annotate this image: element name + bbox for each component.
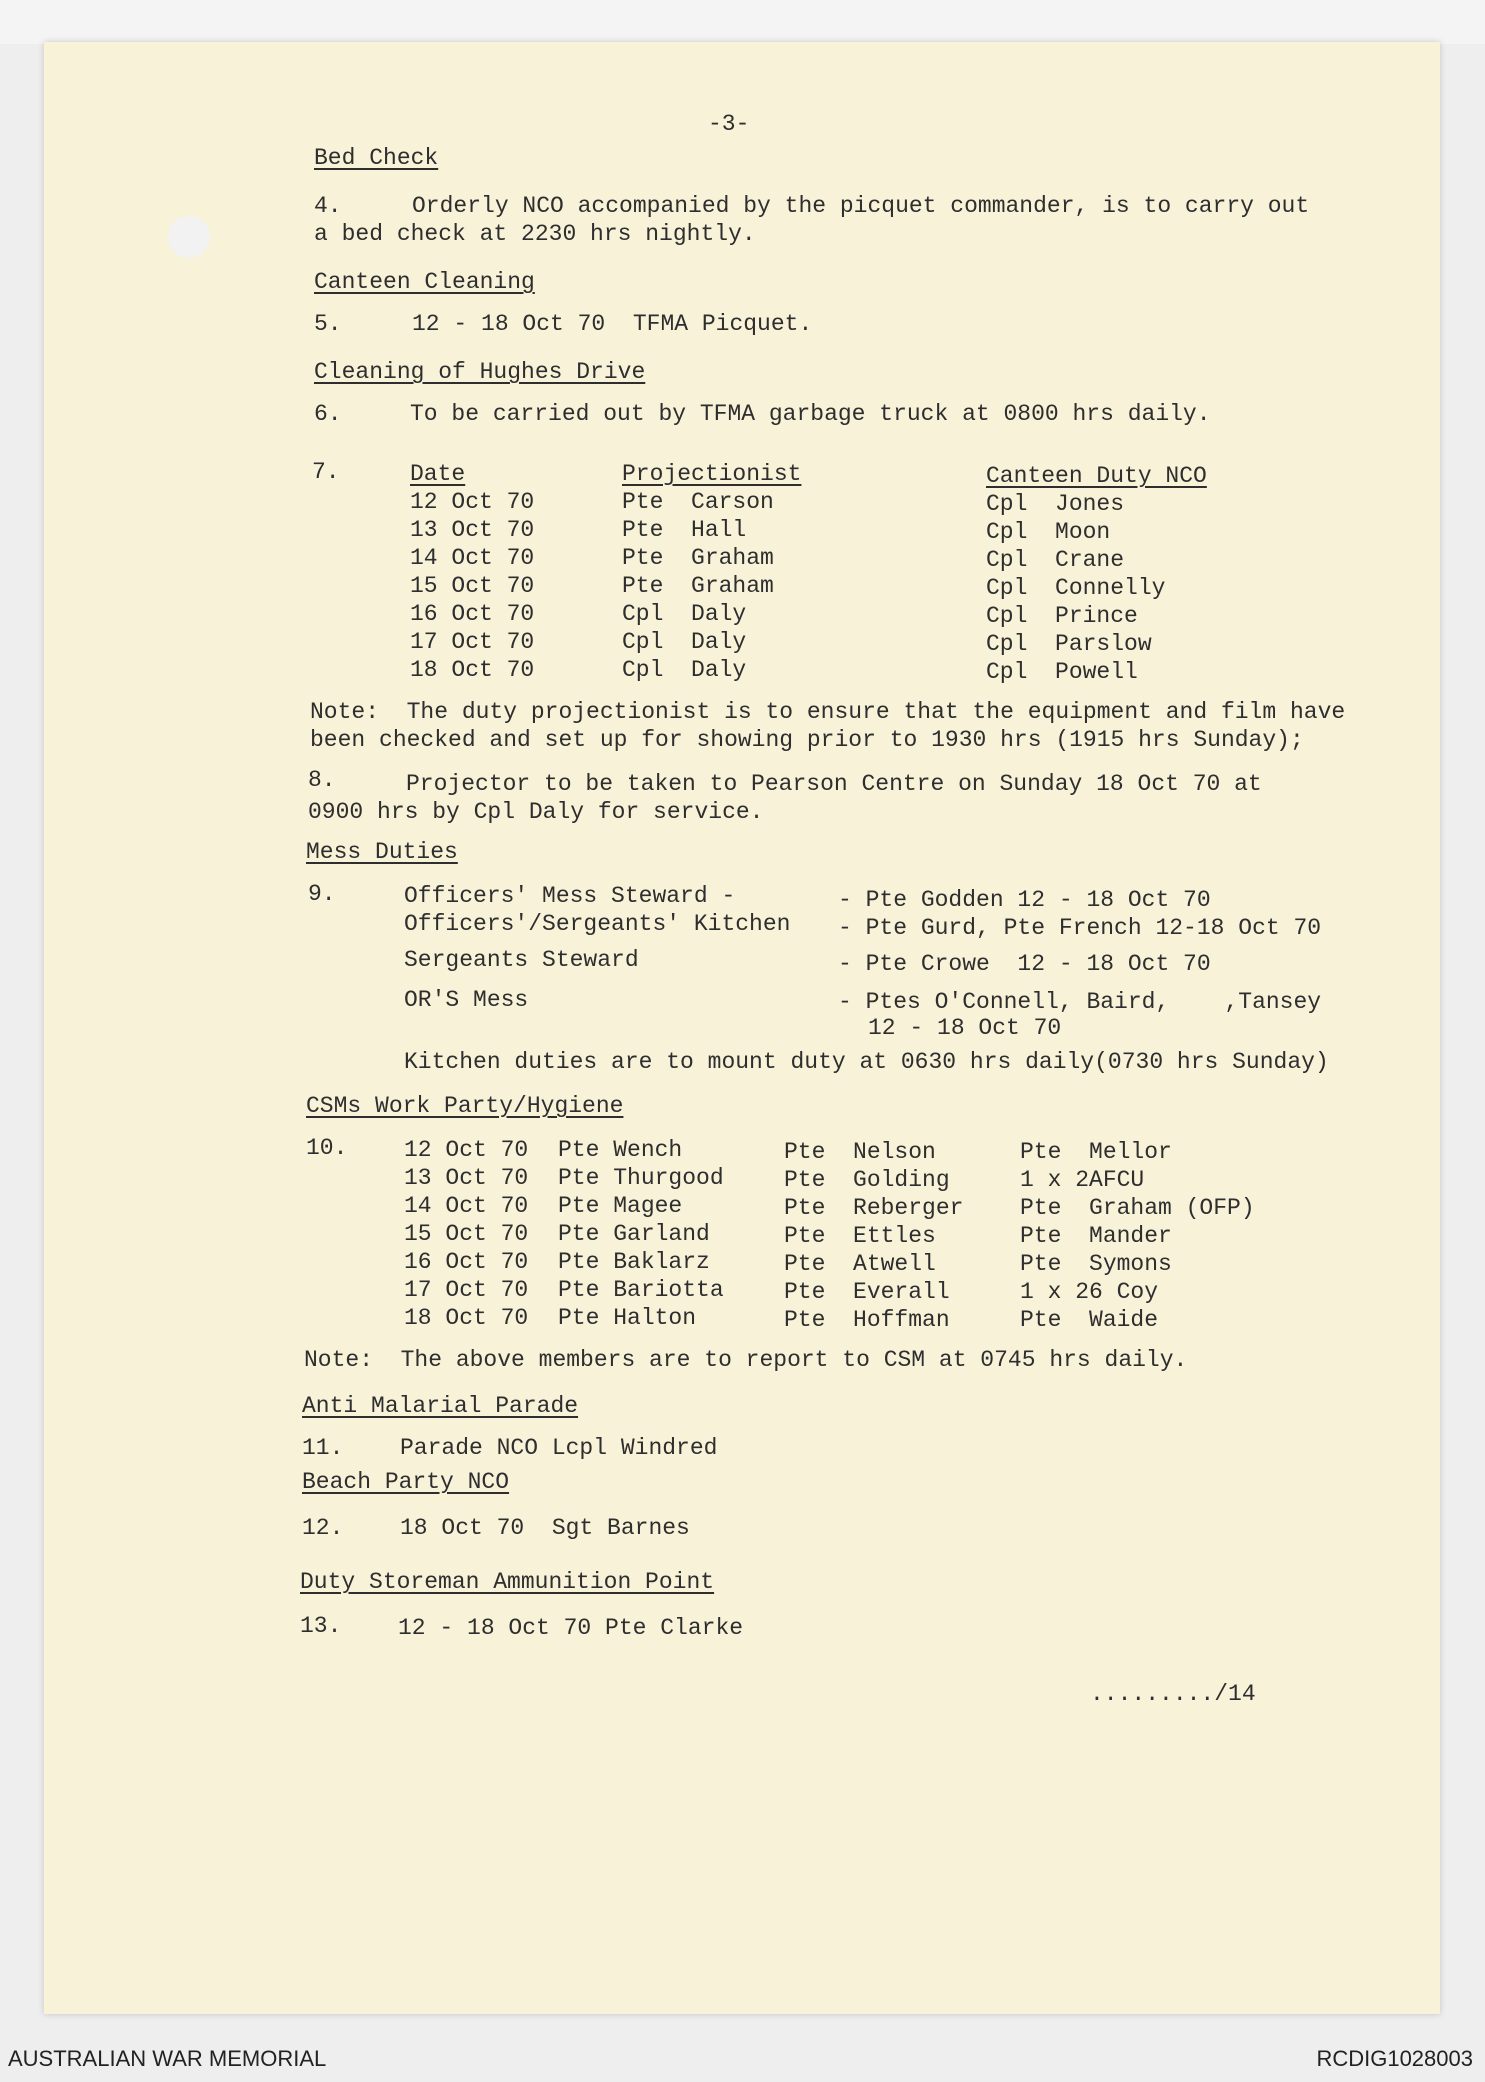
bed-check-line1: Orderly NCO accompanied by the picquet commander, is to carry out — [412, 193, 1310, 219]
csm-row-date: 17 Oct 70 — [404, 1277, 529, 1303]
projector-line1: Projector to be taken to Pearson Centre on Sunday 18 Oct 70 at — [406, 771, 1262, 797]
roster-row-canteen-nco: Cpl Prince — [986, 603, 1138, 629]
footer-record-id: RCDIG1028003 — [1316, 2046, 1473, 2071]
item-number-12: 12. — [302, 1515, 344, 1541]
mess-duty-assignee: - Pte Godden 12 - 18 Oct 70 — [838, 887, 1211, 913]
projector-line2: 0900 hrs by Cpl Daly for service. — [308, 799, 764, 825]
heading-hughes-drive: Cleaning of Hughes Drive — [314, 359, 646, 385]
punch-hole — [168, 216, 210, 258]
csm-row-member: Pte Everall — [784, 1279, 950, 1305]
csm-row-date: 15 Oct 70 — [404, 1221, 529, 1247]
roster-row-date: 14 Oct 70 — [410, 545, 535, 571]
heading-beach-party: Beach Party NCO — [302, 1469, 510, 1495]
beach-party-text: 18 Oct 70 Sgt Barnes — [400, 1515, 690, 1541]
mess-duty-role: Officers' Mess Steward - — [404, 883, 736, 909]
heading-bed-check: Bed Check — [314, 145, 439, 171]
roster-row-canteen-nco: Cpl Powell — [986, 659, 1138, 685]
roster-row-canteen-nco: Cpl Connelly — [986, 575, 1166, 601]
item-number-9: 9. — [308, 881, 336, 907]
csm-row-member: Pte Mander — [1020, 1223, 1172, 1249]
bed-check-line2: a bed check at 2230 hrs nightly. — [314, 221, 756, 247]
heading-anti-malarial: Anti Malarial Parade — [302, 1393, 579, 1419]
heading-mess-duties: Mess Duties — [306, 839, 458, 865]
heading-csm-work-party: CSMs Work Party/Hygiene — [306, 1093, 624, 1119]
mess-duty-assignee: - Ptes O'Connell, Baird, ,Tansey — [838, 989, 1322, 1015]
item-number-6: 6. — [314, 401, 342, 427]
csm-row-member: Pte Reberger — [784, 1195, 964, 1221]
csm-row-member: Pte Waide — [1020, 1307, 1159, 1333]
csm-row-member: Pte Hoffman — [784, 1307, 950, 1333]
roster-row-date: 13 Oct 70 — [410, 517, 535, 543]
csm-row-member: Pte Garland — [558, 1221, 710, 1247]
document-page — [44, 42, 1440, 2014]
roster-row-date: 17 Oct 70 — [410, 629, 535, 655]
item-number-7: 7. — [312, 459, 340, 485]
csm-row-date: 12 Oct 70 — [404, 1137, 529, 1163]
csm-row-date: 14 Oct 70 — [404, 1193, 529, 1219]
mess-duty-assignee: - Pte Crowe 12 - 18 Oct 70 — [838, 951, 1211, 977]
csm-row-member: Pte Bariotta — [558, 1277, 724, 1303]
csm-report-note: Note: The above members are to report to CSM at 0745 hrs daily. — [304, 1347, 1188, 1373]
projectionist-note-line1: Note: The duty projectionist is to ensure that the equipment and film have — [310, 699, 1346, 725]
roster-row-date: 16 Oct 70 — [410, 601, 535, 627]
csm-row-member: Pte Golding — [784, 1167, 950, 1193]
roster-row-projectionist: Pte Graham — [622, 545, 774, 571]
item-number-4: 4. — [314, 193, 342, 219]
heading-duty-storeman: Duty Storeman Ammunition Point — [300, 1569, 715, 1595]
mess-duty-role: Officers'/Sergeants' Kitchen — [404, 911, 791, 937]
storeman-text: 12 - 18 Oct 70 Pte Clarke — [398, 1615, 744, 1641]
roster-row-canteen-nco: Cpl Jones — [986, 491, 1125, 517]
csm-row-member: 1 x 26 Coy — [1020, 1279, 1159, 1305]
top-margin-bar — [0, 0, 1485, 44]
roster-row-projectionist: Pte Graham — [622, 573, 774, 599]
csm-row-member: Pte Baklarz — [558, 1249, 710, 1275]
roster-row-projectionist: Pte Carson — [622, 489, 774, 515]
csm-row-date: 13 Oct 70 — [404, 1165, 529, 1191]
roster-header-date: Date — [410, 461, 466, 487]
item-number-11: 11. — [302, 1435, 344, 1461]
csm-row-member: Pte Ettles — [784, 1223, 936, 1249]
csm-row-member: Pte Symons — [1020, 1251, 1172, 1277]
csm-row-date: 16 Oct 70 — [404, 1249, 529, 1275]
page-number: -3- — [708, 111, 750, 137]
mess-duty-role: Sergeants Steward — [404, 947, 639, 973]
roster-row-date: 15 Oct 70 — [410, 573, 535, 599]
item-number-5: 5. — [314, 311, 342, 337]
roster-header-projectionist: Projectionist — [622, 461, 802, 487]
roster-row-date: 12 Oct 70 — [410, 489, 535, 515]
csm-row-member: Pte Magee — [558, 1193, 683, 1219]
or-mess-dates: 12 - 18 Oct 70 — [868, 1015, 1062, 1041]
csm-row-member: Pte Wench — [558, 1137, 683, 1163]
canteen-cleaning-text: 12 - 18 Oct 70 TFMA Picquet. — [412, 311, 813, 337]
roster-row-canteen-nco: Cpl Moon — [986, 519, 1111, 545]
heading-canteen-cleaning: Canteen Cleaning — [314, 269, 535, 295]
csm-row-member: Pte Halton — [558, 1305, 697, 1331]
csm-row-member: Pte Thurgood — [558, 1165, 724, 1191]
roster-row-canteen-nco: Cpl Crane — [986, 547, 1125, 573]
roster-row-projectionist: Pte Hall — [622, 517, 747, 543]
roster-row-canteen-nco: Cpl Parslow — [986, 631, 1152, 657]
roster-row-projectionist: Cpl Daly — [622, 657, 747, 683]
csm-row-date: 18 Oct 70 — [404, 1305, 529, 1331]
mess-duty-assignee: - Pte Gurd, Pte French 12-18 Oct 70 — [838, 915, 1322, 941]
roster-row-projectionist: Cpl Daly — [622, 629, 747, 655]
continuation-marker: ........./14 — [1090, 1681, 1256, 1707]
mess-duty-role: OR'S Mess — [404, 987, 529, 1013]
footer-archive-name: AUSTRALIAN WAR MEMORIAL — [8, 2046, 327, 2071]
hughes-drive-text: To be carried out by TFMA garbage truck at 0800 hrs daily. — [410, 401, 1211, 427]
anti-malarial-text: Parade NCO Lcpl Windred — [400, 1435, 718, 1461]
roster-row-projectionist: Cpl Daly — [622, 601, 747, 627]
csm-row-member: 1 x 2AFCU — [1020, 1167, 1145, 1193]
item-number-13: 13. — [300, 1613, 342, 1639]
item-number-8: 8. — [308, 767, 336, 793]
projectionist-note-line2: been checked and set up for showing prior to 1930 hrs (1915 hrs Sunday); — [310, 727, 1304, 753]
roster-header-canteen-nco: Canteen Duty NCO — [986, 463, 1207, 489]
csm-row-member: Pte Graham (OFP) — [1020, 1195, 1255, 1221]
item-number-10: 10. — [306, 1135, 348, 1161]
kitchen-duties-note: Kitchen duties are to mount duty at 0630 hrs daily(0730 hrs Sunday) — [404, 1049, 1329, 1075]
csm-row-member: Pte Atwell — [784, 1251, 936, 1277]
roster-row-date: 18 Oct 70 — [410, 657, 535, 683]
csm-row-member: Pte Mellor — [1020, 1139, 1172, 1165]
csm-row-member: Pte Nelson — [784, 1139, 936, 1165]
